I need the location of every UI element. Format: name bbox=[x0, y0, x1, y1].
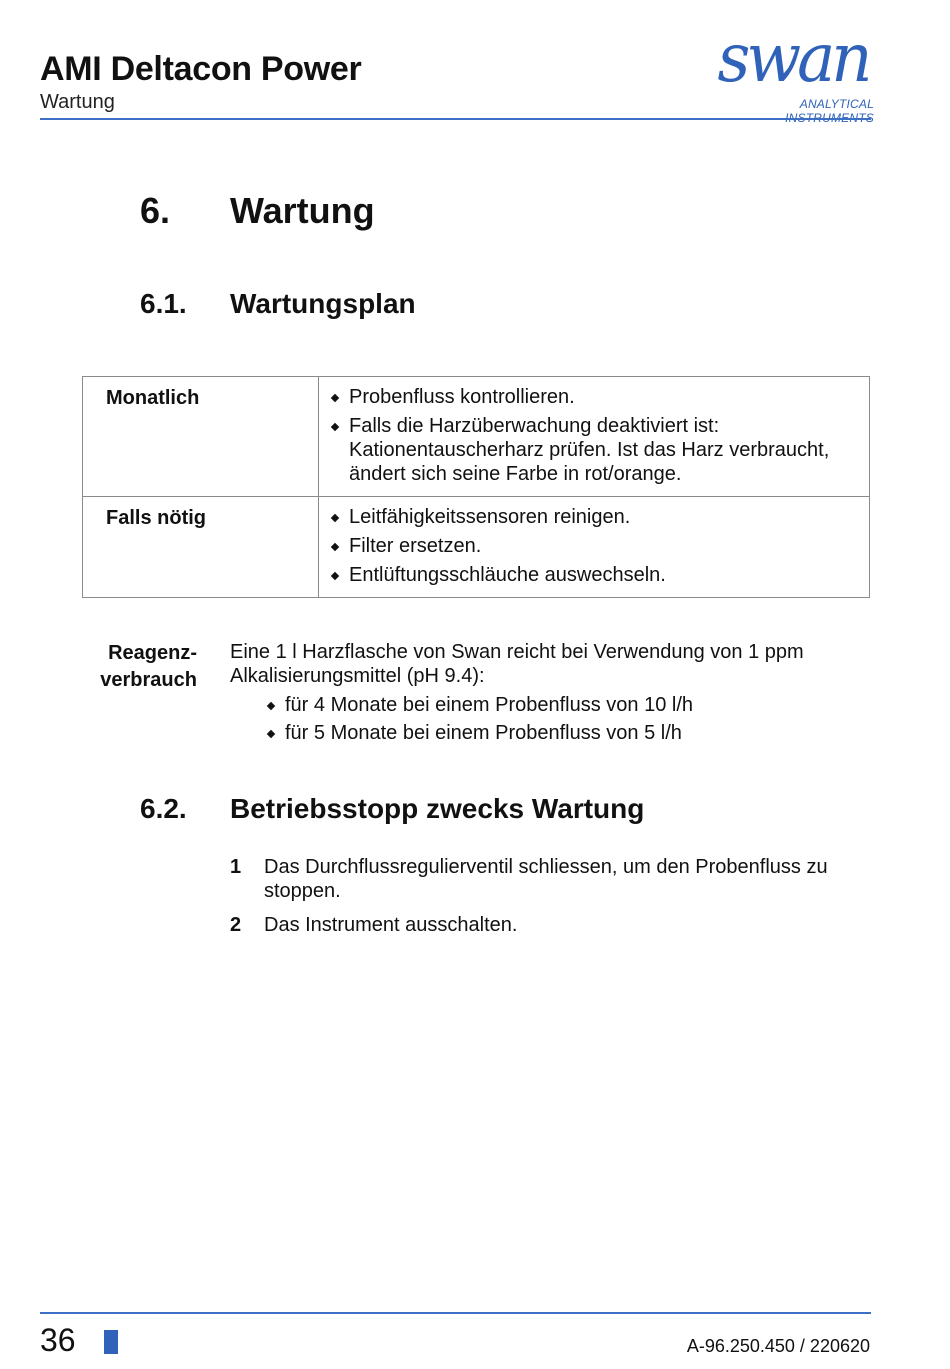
diamond-bullet-icon bbox=[331, 423, 339, 431]
diamond-bullet-icon bbox=[331, 572, 339, 580]
task-text: Filter ersetzen. bbox=[349, 535, 482, 557]
step-number: 2 bbox=[230, 914, 242, 936]
table-row bbox=[83, 497, 870, 598]
header-divider bbox=[40, 118, 871, 120]
section-title: Betriebsstopp zwecks Wartung bbox=[230, 793, 645, 824]
task-list bbox=[329, 385, 855, 486]
page-marker-icon bbox=[104, 1330, 118, 1354]
footer-divider bbox=[40, 1312, 871, 1314]
step-text: Das Durchflussregulierventil schliessen, um den Probenfluss zu stoppen. bbox=[264, 856, 828, 902]
chapter-number: 6. bbox=[140, 190, 171, 231]
list-item bbox=[329, 385, 855, 409]
diamond-bullet-icon bbox=[267, 730, 275, 738]
list-item bbox=[329, 505, 855, 529]
task-text: Falls die Harzüberwachung deaktiviert ist: Kationentauscherharz prüfen. Ist das Harz verbraucht, ändert sich seine Farbe in rot/orange. bbox=[349, 415, 830, 485]
step-text: Das Instrument ausschalten. bbox=[264, 914, 518, 936]
step-number: 1 bbox=[230, 856, 242, 878]
task-text: Leitfähigkeitssensoren reinigen. bbox=[349, 506, 631, 528]
list-item bbox=[265, 721, 865, 745]
procedure-step bbox=[230, 855, 870, 903]
list-item bbox=[265, 693, 865, 717]
reagent-description: Eine 1 l Harzflasche von Swan reicht bei Verwendung von 1 ppm Alkalisierungsmittel (pH 9.4): bbox=[230, 641, 804, 687]
swan-logo: swan bbox=[717, 20, 869, 98]
task-list bbox=[329, 505, 855, 587]
diamond-bullet-icon bbox=[331, 543, 339, 551]
list-item bbox=[329, 563, 855, 587]
logo-tagline: ANALYTICAL INSTRUMENTS bbox=[785, 97, 874, 125]
section-number: 6.2. bbox=[140, 793, 187, 824]
document-subtitle: Wartung bbox=[40, 91, 115, 113]
interval-cell: Monatlich bbox=[83, 377, 319, 497]
label-line: verbrauch bbox=[100, 669, 197, 691]
diamond-bullet-icon bbox=[267, 702, 275, 710]
page-number: 36 bbox=[40, 1322, 76, 1358]
diamond-bullet-icon bbox=[331, 514, 339, 522]
document-code: A-96.250.450 / 220620 bbox=[686, 1336, 870, 1356]
reagent-consumption-label bbox=[60, 640, 197, 694]
reagent-duration-list bbox=[265, 693, 865, 749]
procedure-step bbox=[230, 913, 870, 937]
tasks-cell bbox=[319, 497, 870, 598]
chapter-title: Wartung bbox=[230, 190, 375, 231]
section-number: 6.1. bbox=[140, 288, 187, 319]
task-text: Entlüftungsschläuche auswechseln. bbox=[349, 564, 666, 586]
item-text: für 5 Monate bei einem Probenfluss von 5 l/h bbox=[285, 722, 682, 744]
section-title: Wartungsplan bbox=[230, 288, 416, 319]
list-item bbox=[329, 534, 855, 558]
document-title: AMI Deltacon Power bbox=[40, 50, 362, 88]
task-text: Probenfluss kontrollieren. bbox=[349, 386, 575, 408]
list-item bbox=[329, 414, 855, 486]
item-text: für 4 Monate bei einem Probenfluss von 10 l/h bbox=[285, 694, 694, 716]
table-row bbox=[83, 377, 870, 497]
interval-cell: Falls nötig bbox=[83, 497, 319, 598]
tasks-cell bbox=[319, 377, 870, 497]
maintenance-schedule-table bbox=[82, 376, 870, 598]
diamond-bullet-icon bbox=[331, 394, 339, 402]
label-line: Reagenz- bbox=[108, 642, 197, 664]
